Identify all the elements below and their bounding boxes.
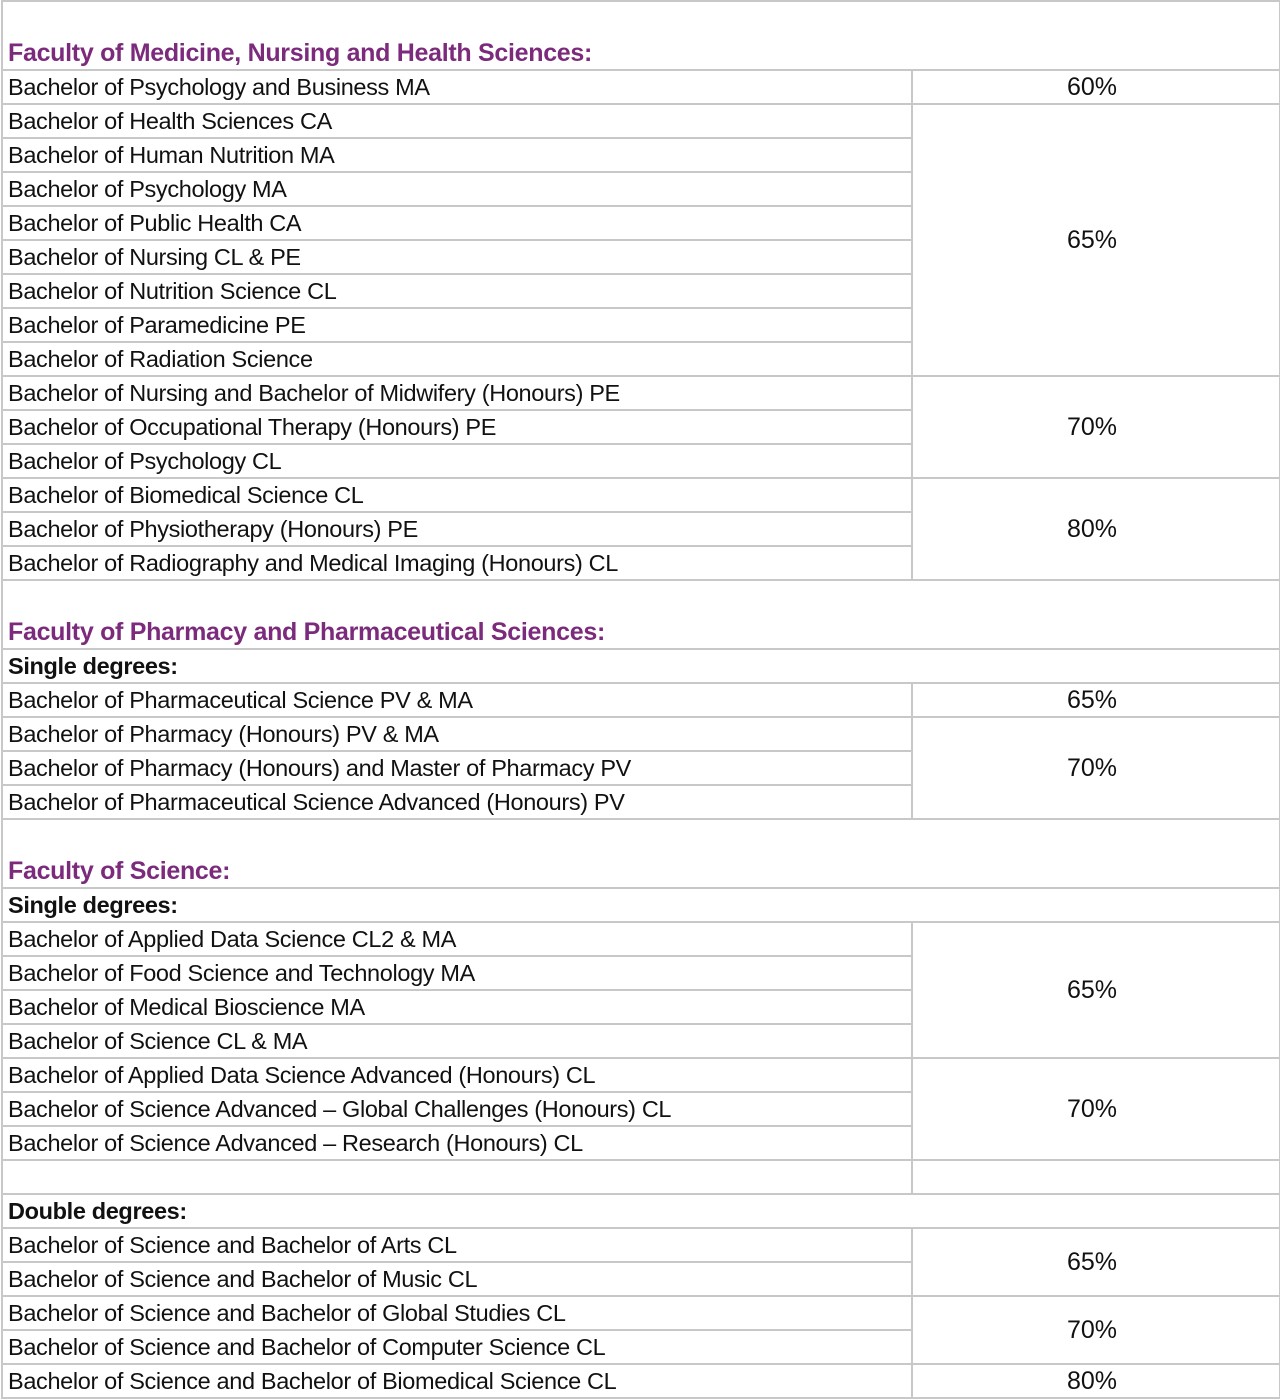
faculty-title-science: Faculty of Science: <box>2 819 1280 888</box>
requirement-value: 70% <box>912 1058 1280 1160</box>
program-name: Bachelor of Nursing CL & PE <box>2 240 912 274</box>
program-name: Bachelor of Psychology and Business MA <box>2 70 912 104</box>
table-row <box>2 1058 1280 1092</box>
requirement-value: 70% <box>912 717 1280 819</box>
program-name: Bachelor of Science and Bachelor of Computer Science CL <box>2 1330 912 1364</box>
requirement-value: 70% <box>912 376 1280 478</box>
program-name: Bachelor of Science CL & MA <box>2 1024 912 1058</box>
program-name: Bachelor of Pharmaceutical Science PV & MA <box>2 683 912 717</box>
empty-cell <box>912 1160 1280 1194</box>
subheading-single-degrees: Single degrees: <box>2 649 1280 683</box>
program-name: Bachelor of Medical Bioscience MA <box>2 990 912 1024</box>
program-name: Bachelor of Health Sciences CA <box>2 104 912 138</box>
requirement-value: 65% <box>912 104 1280 376</box>
table-row <box>2 717 1280 751</box>
table-row <box>2 683 1280 717</box>
program-name: Bachelor of Nursing and Bachelor of Midwifery (Honours) PE <box>2 376 912 410</box>
requirement-value: 65% <box>912 1228 1280 1296</box>
faculty-title-pharmacy: Faculty of Pharmacy and Pharmaceutical Sciences: <box>2 580 1280 649</box>
program-name: Bachelor of Science and Bachelor of Music CL <box>2 1262 912 1296</box>
faculty-header-row <box>2 1 1280 70</box>
subheading-row <box>2 888 1280 922</box>
program-name: Bachelor of Science and Bachelor of Biomedical Science CL <box>2 1364 912 1398</box>
faculty-header-row <box>2 819 1280 888</box>
requirement-value: 70% <box>912 1296 1280 1364</box>
program-name: Bachelor of Biomedical Science CL <box>2 478 912 512</box>
program-name: Bachelor of Applied Data Science Advanced (Honours) CL <box>2 1058 912 1092</box>
table-row <box>2 1364 1280 1398</box>
program-name: Bachelor of Nutrition Science CL <box>2 274 912 308</box>
table-row <box>2 70 1280 104</box>
program-name: Bachelor of Physiotherapy (Honours) PE <box>2 512 912 546</box>
program-name: Bachelor of Public Health CA <box>2 206 912 240</box>
faculty-header-row <box>2 580 1280 649</box>
requirement-value: 80% <box>912 478 1280 580</box>
program-name: Bachelor of Psychology MA <box>2 172 912 206</box>
subheading-row <box>2 649 1280 683</box>
program-name: Bachelor of Occupational Therapy (Honours) PE <box>2 410 912 444</box>
program-name: Bachelor of Science Advanced – Global Challenges (Honours) CL <box>2 1092 912 1126</box>
empty-row <box>2 1160 1280 1194</box>
program-name: Bachelor of Pharmacy (Honours) PV & MA <box>2 717 912 751</box>
program-name: Bachelor of Science Advanced – Research (Honours) CL <box>2 1126 912 1160</box>
program-name: Bachelor of Radiography and Medical Imaging (Honours) CL <box>2 546 912 580</box>
program-name: Bachelor of Science and Bachelor of Global Studies CL <box>2 1296 912 1330</box>
table-row <box>2 922 1280 956</box>
requirement-value: 65% <box>912 922 1280 1058</box>
subheading-row <box>2 1194 1280 1228</box>
program-name: Bachelor of Human Nutrition MA <box>2 138 912 172</box>
requirement-value: 80% <box>912 1364 1280 1398</box>
table-row <box>2 1296 1280 1330</box>
program-name: Bachelor of Food Science and Technology MA <box>2 956 912 990</box>
requirement-value: 60% <box>912 70 1280 104</box>
subheading-single-degrees: Single degrees: <box>2 888 1280 922</box>
program-name: Bachelor of Pharmacy (Honours) and Master of Pharmacy PV <box>2 751 912 785</box>
program-name: Bachelor of Pharmaceutical Science Advanced (Honours) PV <box>2 785 912 819</box>
subheading-double-degrees: Double degrees: <box>2 1194 1280 1228</box>
table-row <box>2 376 1280 410</box>
entry-requirements-table <box>1 0 1280 1399</box>
program-name: Bachelor of Paramedicine PE <box>2 308 912 342</box>
empty-cell <box>2 1160 912 1194</box>
table-row <box>2 104 1280 138</box>
faculty-title-medicine: Faculty of Medicine, Nursing and Health Sciences: <box>2 1 1280 70</box>
table-row <box>2 1228 1280 1262</box>
program-name: Bachelor of Radiation Science <box>2 342 912 376</box>
program-name: Bachelor of Science and Bachelor of Arts CL <box>2 1228 912 1262</box>
program-name: Bachelor of Psychology CL <box>2 444 912 478</box>
requirement-value: 65% <box>912 683 1280 717</box>
table-row <box>2 478 1280 512</box>
program-name: Bachelor of Applied Data Science CL2 & MA <box>2 922 912 956</box>
